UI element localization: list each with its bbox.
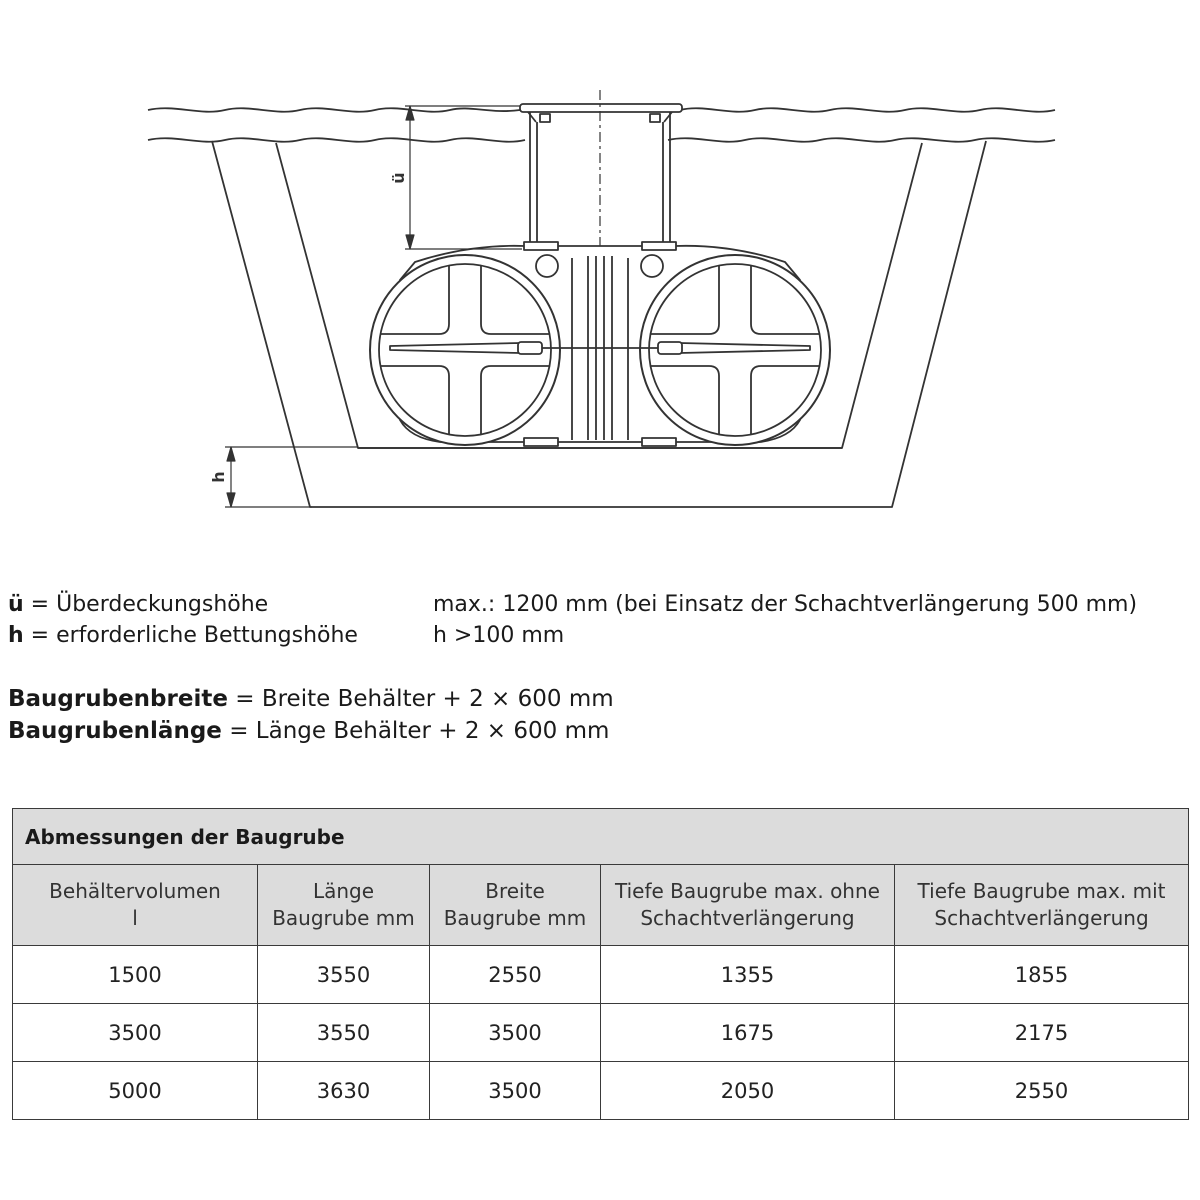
table-cell: 3500	[430, 1004, 601, 1062]
formula-width	[8, 684, 614, 715]
table-row	[13, 1004, 1189, 1062]
header-depth-with-line2: Schachtverlängerung	[934, 906, 1149, 930]
table-cell: 3550	[258, 1004, 430, 1062]
legend-h	[8, 621, 565, 651]
legend-u-description: Überdeckungshöhe	[56, 592, 269, 617]
header-depth-with	[895, 865, 1189, 946]
header-depth-with-line1: Tiefe Baugrube max. mit	[917, 879, 1166, 903]
header-volume-line1: Behältervolumen	[49, 879, 221, 903]
table-row	[13, 1062, 1189, 1120]
table-cell: 5000	[13, 1062, 258, 1120]
dimensions-table	[12, 808, 1189, 1120]
formula-length	[8, 716, 609, 747]
table-cell: 2175	[895, 1004, 1189, 1062]
table-cell: 1355	[601, 946, 895, 1004]
dimension-u	[405, 106, 522, 249]
table-cell: 3500	[430, 1062, 601, 1120]
table-cell: 2550	[430, 946, 601, 1004]
header-length	[258, 865, 430, 946]
header-width-line2: Baugrube mm	[443, 906, 587, 930]
legend-h-description: erforderliche Bettungshöhe	[56, 623, 358, 648]
header-volume-line2: l	[132, 906, 138, 930]
formula-width-expression: = Breite Behälter + 2 × 600 mm	[227, 686, 614, 712]
legend-h-symbol: h	[8, 623, 24, 648]
table-cell: 1675	[601, 1004, 895, 1062]
header-depth-without-line2: Schachtverlängerung	[640, 906, 855, 930]
header-depth-without	[601, 865, 895, 946]
table-cell: 1500	[13, 946, 258, 1004]
table-cell: 3500	[13, 1004, 258, 1062]
legend-h-equals: =	[23, 623, 57, 648]
legend-u-symbol: ü	[8, 592, 24, 617]
label-h: h	[209, 471, 228, 483]
table-header-row	[13, 865, 1189, 946]
header-length-line1: Länge	[312, 879, 375, 903]
header-volume	[13, 865, 258, 946]
table-title: Abmessungen der Baugrube	[13, 809, 1189, 865]
formula-width-term: Baugrubenbreite	[8, 686, 228, 712]
legend-u-equals: =	[23, 592, 57, 617]
header-width-line1: Breite	[485, 879, 545, 903]
formula-length-term: Baugrubenlänge	[8, 718, 222, 744]
legend-u	[8, 590, 1138, 620]
formula-length-expression: = Länge Behälter + 2 × 600 mm	[221, 718, 610, 744]
legend-h-value: h >100 mm	[433, 623, 565, 648]
dimension-h	[225, 447, 358, 507]
ground-surface-bottom	[148, 138, 1055, 141]
legend-u-value: max.: 1200 mm (bei Einsatz der Schachtverlängerung 500 mm)	[433, 592, 1138, 617]
header-length-line2: Baugrube mm	[272, 906, 415, 930]
table-row	[13, 946, 1189, 1004]
label-u: ü	[389, 172, 408, 184]
access-shaft	[520, 90, 682, 255]
table-cell: 3550	[258, 946, 430, 1004]
table-cell: 3630	[258, 1062, 430, 1120]
header-depth-without-line1: Tiefe Baugrube max. ohne	[615, 879, 880, 903]
table-cell: 2550	[895, 1062, 1189, 1120]
header-width	[430, 865, 601, 946]
table-title-row	[13, 809, 1189, 865]
excavation-diagram	[0, 0, 1200, 540]
table-cell: 1855	[895, 946, 1189, 1004]
table-cell: 2050	[601, 1062, 895, 1120]
